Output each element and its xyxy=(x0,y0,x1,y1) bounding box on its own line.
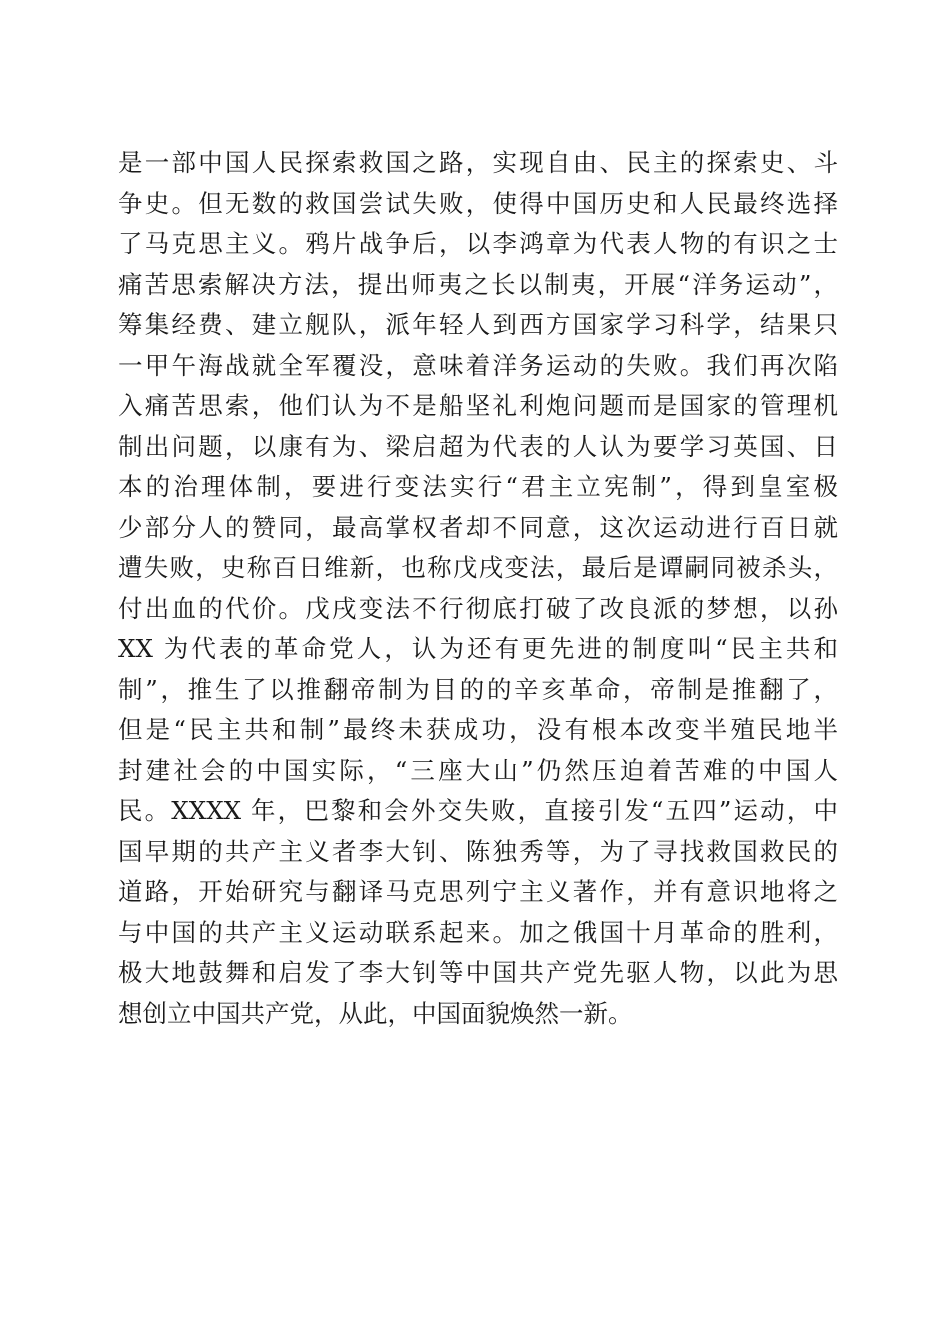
text-line: 极大地鼓舞和启发了李大钊等中国共产党先驱人物，以此为思 xyxy=(118,958,838,987)
text-line: 了马克思主义。鸦片战争后，以李鸿章为代表人物的有识之士 xyxy=(118,229,838,258)
text-line: 制”，推生了以推翻帝制为目的的辛亥革命，帝制是推翻了， xyxy=(118,674,838,704)
text-line: 与中国的共产主义运动联系起来。加之俄国十月革命的胜利， xyxy=(118,917,838,947)
text-line: 是一部中国人民探索救国之路，实现自由、民主的探索史、斗 xyxy=(118,148,838,177)
body-paragraph xyxy=(118,143,838,1034)
text-line: 争史。但无数的救国尝试失败，使得中国历史和人民最终选择 xyxy=(118,188,838,218)
text-line: 一甲午海战就全军覆没，意味着洋务运动的失败。我们再次陷 xyxy=(118,350,838,380)
text-line: 付出血的代价。戊戌变法不行彻底打破了改良派的梦想，以孙 xyxy=(118,593,838,623)
text-line: 入痛苦思索，他们认为不是船坚礼利炮问题而是国家的管理机 xyxy=(118,391,838,420)
text-line: 少部分人的赞同，最高掌权者却不同意，这次运动进行百日就 xyxy=(118,512,838,542)
text-line: 封建社会的中国实际，“三座大山”仍然压迫着苦难的中国人 xyxy=(118,755,838,785)
text-line: 制出问题，以康有为、梁启超为代表的人认为要学习英国、日 xyxy=(118,431,838,461)
text-line: XX 为代表的革命党人，认为还有更先进的制度叫“民主共和 xyxy=(118,634,838,663)
text-line-last: 想创立中国共产党，从此，中国面貌焕然一新。 xyxy=(118,998,633,1028)
text-line: 本的治理体制，要进行变法实行“君主立宪制”，得到皇室极 xyxy=(118,472,838,501)
text-line: 筹集经费、建立舰队，派年轻人到西方国家学习科学，结果只 xyxy=(118,310,838,339)
text-line: 国早期的共产主义者李大钊、陈独秀等，为了寻找救国救民的 xyxy=(118,836,838,866)
text-line: 但是“民主共和制”最终未获成功，没有根本改变半殖民地半 xyxy=(118,715,838,744)
text-line: 道路，开始研究与翻译马克思列宁主义著作，并有意识地将之 xyxy=(118,877,838,906)
text-line: 民。XXXX 年，巴黎和会外交失败，直接引发“五四”运动，中 xyxy=(118,796,838,825)
text-line: 遭失败，史称百日维新，也称戊戌变法，最后是谭嗣同被杀头， xyxy=(118,553,838,582)
text-line: 痛苦思索解决方法，提出师夷之长以制夷，开展“洋务运动”， xyxy=(118,269,838,299)
